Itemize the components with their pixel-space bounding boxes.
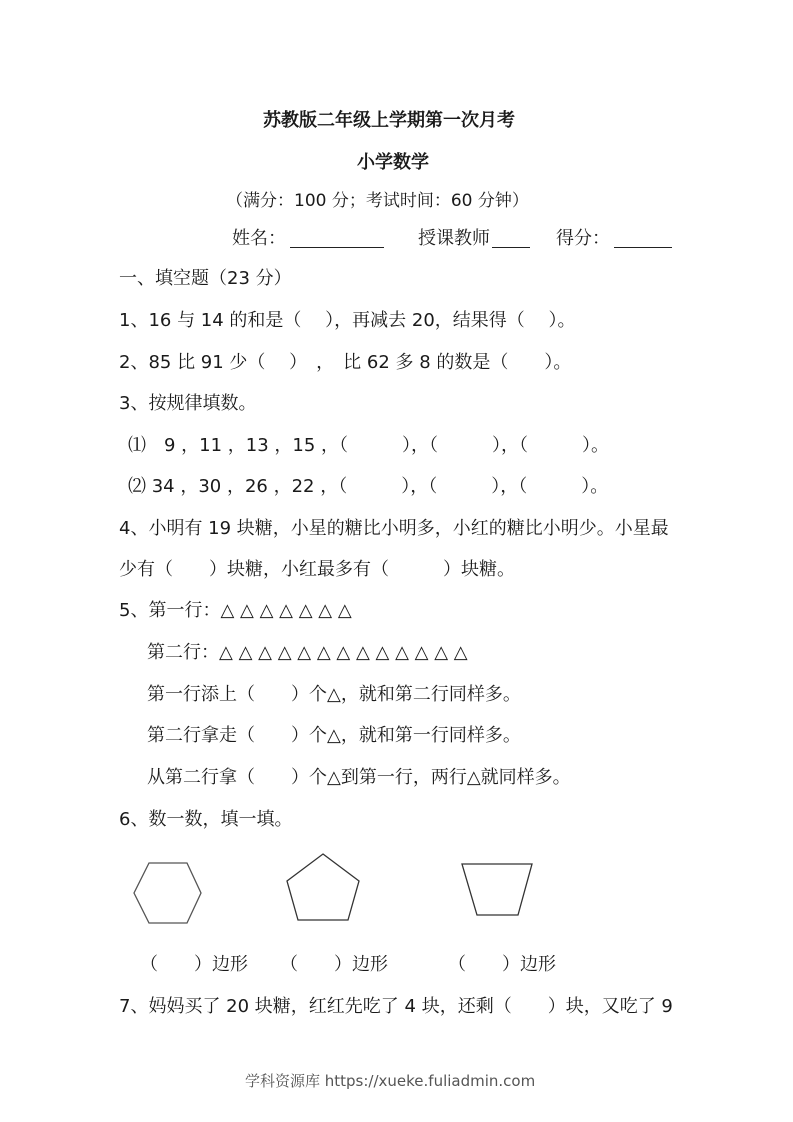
section-heading: 一、填空题（23 分） [119,268,292,289]
question-6-stem: 6、数一数，填一填。 [119,809,293,830]
question-5-a: 第一行添上（ ）个△，就和第二行同样多。 [147,684,521,705]
shape-label-2: （ ）边形 [280,954,388,975]
teacher-blank [492,229,530,248]
question-7: 7、妈妈买了 20 块糖，红红先吃了 4 块，还剩（ ）块，又吃了 9 [119,996,673,1017]
score-blank [614,229,672,248]
exam-info: （满分：100 分；考试时间：60 分钟） [226,191,529,211]
teacher-label: 授课教师 [418,228,490,249]
name-field [232,224,384,250]
teacher-field [418,224,530,250]
question-3-stem: 3、按规律填数。 [119,393,257,414]
question-4-line2: 少有（ ）块糖，小红最多有（ ）块糖。 [119,559,515,580]
pentagon-shape [285,851,365,926]
question-3-sub2: ⑵ 34 ，30 ，26 ，22 ，（ ），（ ），（ ）。 [128,476,609,497]
exam-title: 苏教版二年级上学期第一次月考 [263,110,515,131]
shape-label-1: （ ）边形 [140,954,248,975]
question-5-row1: 5、第一行：△ △ △ △ △ △ △ [119,600,352,621]
shape-label-3: （ ）边形 [448,954,556,975]
score-field [556,224,672,250]
score-label: 得分： [556,228,610,249]
subject-title: 小学数学 [357,152,429,173]
question-5-b: 第二行拿走（ ）个△，就和第一行同样多。 [147,725,521,746]
question-1: 1、16 与 14 的和是（ ），再减去 20，结果得（ ）。 [119,310,576,331]
question-4-line1: 4、小明有 19 块糖，小星的糖比小明多，小红的糖比小明少。小星最 [119,518,669,539]
question-5-c: 从第二行拿（ ）个△到第一行，两行△就同样多。 [147,767,571,788]
question-3-sub1: ⑴ 9 ，11 ，13 ，15 ，（ ），（ ），（ ）。 [128,435,610,456]
question-2: 2、85 比 91 少（ ） ， 比 62 多 8 的数是（ ）。 [119,352,572,373]
name-blank [290,229,384,248]
hexagon-shape [128,858,208,928]
trapezoid-shape [459,861,539,921]
name-label: 姓名： [232,228,286,249]
footer-source: 学科资源库 https://xueke.fuliadmin.com [245,1072,536,1090]
question-5-row2: 第二行：△ △ △ △ △ △ △ △ △ △ △ △ △ [147,642,468,663]
